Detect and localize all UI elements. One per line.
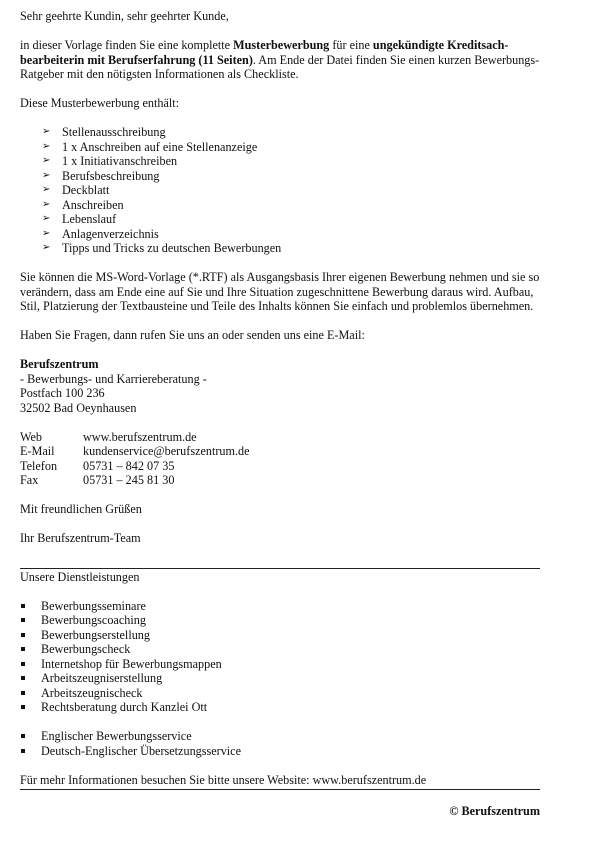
- square-bullet-icon: [21, 749, 25, 753]
- list-item: ➢ Anschreiben: [42, 197, 124, 212]
- contents-heading: Diese Musterbewerbung enthält:: [20, 96, 180, 110]
- contact-table: [20, 430, 250, 488]
- contact-label: Fax: [20, 473, 39, 487]
- square-bullet-icon: [21, 734, 25, 738]
- list-item: ➢ Lebenslauf: [42, 212, 117, 226]
- arrow-bullet-icon: ➢: [42, 140, 51, 152]
- list-item: ➢ Tipps und Tricks zu deutschen Bewerbungen: [42, 241, 282, 255]
- square-bullet-icon: [21, 604, 25, 608]
- list-item: Bewerbungsseminare: [20, 599, 542, 614]
- arrow-bullet-icon: ➢: [42, 184, 51, 195]
- arrow-bullet-icon: ➢: [42, 227, 51, 239]
- closing: Mit freundlichen Grüßen: [20, 502, 142, 516]
- list-item: Englischer Bewerbungsservice: [20, 729, 542, 744]
- company-po-box: Postfach 100 236: [20, 386, 105, 400]
- list-item: Bewerbungscheck: [20, 642, 542, 657]
- usage-paragraph: Sie können die MS-Word-Vorlage (*.RTF) als Ausgangsbasis Ihrer eigenen Bewerbung nehmen und sie so verändern, dass am Ende eine auf Sie und Ihre Situation zugeschnittene Bewerbung daraus wird. Aufbau, Stil, Platzierung der Textbausteine und Teile des Inhalts können Sie einfach und problemlos übernehmen.: [20, 270, 540, 313]
- list-item: Bewerbungserstellung: [20, 628, 542, 643]
- table-row: [20, 430, 250, 445]
- contact-label: Telefon: [20, 458, 58, 473]
- list-item: Bewerbungscoaching: [20, 613, 542, 628]
- intro-paragraph: [20, 38, 542, 82]
- table-row: [20, 459, 250, 474]
- services-heading: Unsere Dienstleistungen: [20, 569, 140, 584]
- square-bullet-icon: [21, 633, 25, 637]
- square-bullet-icon: [21, 691, 25, 695]
- contact-label: Web: [20, 429, 43, 444]
- copyright: © Berufszentrum: [449, 804, 540, 818]
- list-item: Arbeitszeugnischeck: [20, 686, 542, 701]
- square-bullet-icon: [21, 676, 25, 680]
- services-list-secondary: [20, 729, 542, 758]
- intro-text-2: für eine: [329, 38, 373, 52]
- table-row: [20, 444, 250, 459]
- arrow-bullet-icon: ➢: [42, 198, 51, 210]
- list-item: ➢ Stellenausschreibung: [42, 125, 166, 139]
- more-info-text: Für mehr Informationen besuchen Sie bitte unsere Website: www.berufszentrum.de: [20, 772, 427, 787]
- company-tagline: - Bewerbungs- und Karriereberatung -: [20, 371, 207, 386]
- square-bullet-icon: [21, 705, 25, 709]
- table-row: [20, 473, 250, 488]
- list-item: ➢ Berufsbeschreibung: [42, 168, 160, 183]
- arrow-bullet-icon: ➢: [42, 242, 51, 253]
- square-bullet-icon: [21, 647, 25, 651]
- square-bullet-icon: [21, 618, 25, 622]
- questions-paragraph: Haben Sie Fragen, dann rufen Sie uns an oder senden uns eine E-Mail:: [20, 328, 365, 342]
- contents-list: [20, 125, 542, 256]
- square-bullet-icon: [21, 662, 25, 666]
- arrow-bullet-icon: ➢: [42, 213, 51, 224]
- intro-bold-1: Musterbewerbung: [233, 38, 330, 52]
- list-item: Deutsch-Englischer Übersetzungsservice: [20, 744, 542, 759]
- list-item: ➢ 1 x Initiativanschreiben: [42, 154, 178, 168]
- list-item: Internetshop für Bewerbungsmappen: [20, 657, 542, 672]
- services-list: [20, 599, 542, 715]
- greeting: Sehr geehrte Kundin, sehr geehrter Kunde,: [20, 9, 229, 23]
- company-city: 32502 Bad Oeynhausen: [20, 400, 137, 415]
- contact-phone: 05731 – 842 07 35: [83, 458, 175, 473]
- list-item: ➢ Anlagenverzeichnis: [42, 226, 159, 241]
- contact-web-link[interactable]: www.berufszentrum.de: [83, 429, 197, 444]
- intro-text-1: in dieser Vorlage finden Sie eine komplette: [20, 38, 234, 52]
- arrow-bullet-icon: ➢: [42, 155, 51, 166]
- divider: [20, 568, 540, 569]
- company-name: Berufszentrum: [20, 357, 99, 371]
- list-item: Arbeitszeugniserstellung: [20, 671, 542, 686]
- intro-text-3: . Am Ende der Datei finden Sie einen kurzen Bewerbungs-Ratgeber mit den nötigsten Informationen als Checkliste.: [20, 52, 540, 81]
- document-page: [20, 9, 542, 819]
- contact-label: E-Mail: [20, 444, 55, 458]
- contact-fax: 05731 – 245 81 30: [83, 473, 175, 487]
- list-item: ➢ Deckblatt: [42, 183, 110, 197]
- intro-bold-2: ungekündigte Kreditsach-bearbeiterin mit Berufserfahrung (11 Seiten): [20, 38, 509, 67]
- arrow-bullet-icon: ➢: [42, 126, 51, 137]
- signature: Ihr Berufszentrum-Team: [20, 531, 141, 545]
- arrow-bullet-icon: ➢: [42, 169, 51, 181]
- list-item: Rechtsberatung durch Kanzlei Ott: [20, 700, 542, 715]
- list-item: ➢ 1 x Anschreiben auf eine Stellenanzeige: [42, 139, 258, 154]
- contact-email-link[interactable]: kundenservice@berufszentrum.de: [83, 444, 250, 458]
